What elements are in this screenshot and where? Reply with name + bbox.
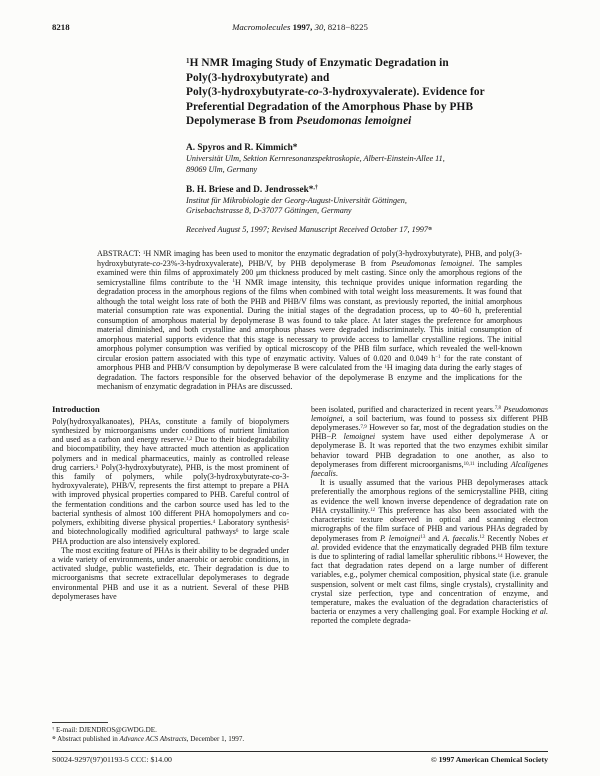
left-column	[52, 405, 289, 743]
footer-copyright: © 1997 American Chemical Society	[430, 755, 548, 764]
affiliation-2-line-1: Institut für Mikrobiologie der Georg-August-Universität Göttingen,	[186, 195, 407, 205]
page-footer	[52, 751, 548, 764]
affiliation-1-line-2: 89069 Ulm, Germany	[186, 164, 258, 174]
intro-paragraph-1: Poly(hydroxyalkanoates), PHAs, constitute a family of biopolymers synthesized by microorganisms under conditions of nutrient limitation and used as a carbon and energy reserve.$^{1,2}$ Due to their biodegradability and biocompatibility, they have attracted much attention as application polymers and in medical pharmaceutics, mainly as controlled release drug carriers.$^3$ Poly(3-hydroxybutyrate), PHB, is the most prominent of this family of polymers, while poly(3-hydroxybutyrate-co-3-hydroxyvalerate), PHB/V, represents the first attempt to prepare a PHA with improved physical properties compared to PHB. Careful control of the fermentation conditions and the carbon source used has led to the bacterial synthesis of almost 100 different PHA homopolymers and co-polymers, exhibiting diverse physical properties.$^4$ Laboratory synthesis$^5$ and biotechnologically modified agricultural pathways$^6$ to large scale PHA production are also intensively explored.	[52, 416, 290, 546]
authors-line-2: B. H. Briese and D. Jendrossek*,†	[186, 184, 318, 195]
intro-paragraph-2: The most exciting feature of PHAs is their ability to be degraded under a wide variety of environments, under anaerobic or aerobic conditions, in activated sludge, public wastefields, etc. Their degradation is due to microorganisms that secrete extracellular depolymerases to degrade environmental PHB and use it as a nutrient. Several of these PHB depolymerases have	[52, 545, 289, 601]
title-line: Poly(3-hydroxybutyrate-co-3-hydroxyvalerate). Evidence for	[186, 86, 485, 99]
intro-paragraph-3: been isolated, purified and characterized in recent years.$^{7,8}$ Pseudomonas lemoignei, a soil bacterium, was found to possess six different PHB depolymerases.$^{7,9}$ However so far, most of the degradation studies on the PHB−P. lemoignei system have used either depolymerase A or depolymerase B. It was reported that the two enzymes exhibit similar behavior toward PHB degradation to one another, as also to depolymerases from different microorganisms,$^{10,11}$ including Alcaligenes faecalis.	[311, 404, 548, 479]
received-dates: Received August 5, 1997; Revised Manuscript Received October 17, 1997⊗	[186, 225, 433, 235]
title-line: Poly(3-hydroxybutyrate) and	[186, 71, 330, 84]
page-number: 8218	[52, 22, 70, 32]
intro-paragraph-4: It is usually assumed that the various PHB depolymerases attack preferentially the amorphous regions of the semicrystalline PHB, citing as evidence the well known inverse dependence of degradation rate on PHA crystallinity.$^{12}$ This preference has also been associated with the characteristic texture observed in optical and scanning electron micrographs of the film surface of PHB and various PHAs degraded by depolymerases from P. lemoignei$^{13}$ and A. faecalis.$^{12}$ Recently Nobes et al. provided evidence that the enzymatically degraded PHB film texture is due to splintering of radial lamellar spherulitic ribbons.$^{14}$ However, the fact that degradation rates depend on a large number of different variables, e.g., polymer chemical composition, physical state (i.e. granule suspension, solvent or melt cast films, single crystals), crystallinity and crystal size perfection, type and concentration of enzyme, and temperature, makes the evaluation of the degradation characteristics of bacteria or enzymes a very challenging goal. For example Hocking et al. reported the complete degrada-	[311, 478, 548, 626]
page-header	[52, 22, 548, 34]
article-title	[186, 56, 548, 129]
right-column	[311, 405, 548, 743]
authors-line-1: A. Spyros and R. Kimmich*	[186, 142, 298, 153]
title-line: $^1$H NMR Imaging Study of Enzymatic Degradation in	[186, 56, 449, 69]
affiliation-2-line-2: Grisebachstrasse 8, D-37077 Göttingen, Germany	[186, 206, 352, 216]
body-columns	[52, 405, 548, 743]
footer-manuscript-id: S0024-9297(97)01193-5 CCC: $14.00	[52, 755, 172, 764]
author-block	[186, 129, 548, 234]
footnote-divider	[52, 722, 108, 723]
journal-citation: Macromolecules 1997, 30, 8218−8225	[232, 22, 368, 32]
footnote-abstract-published: ⊗ Abstract published in Advance ACS Abstracts, December 1, 1997.	[52, 734, 245, 743]
title-line: Depolymerase B from Pseudomonas lemoignei	[186, 115, 412, 128]
footnote-block	[52, 716, 289, 743]
title-line: Preferential Degradation of the Amorphous Phase by PHB	[186, 100, 474, 113]
affiliation-1-line-1: Universität Ulm, Sektion Kernresonanzspektroskopie, Albert-Einstein-Allee 11,	[186, 153, 445, 163]
abstract-paragraph: ABSTRACT: $^1$H NMR imaging has been used to monitor the enzymatic degradation of poly(3-hydroxybutyrate), PHB, and poly(3-hydroxybutyrate-co-23%-3-hydroxyvalerate), PHB/V, by PHB depolymerase B from Pseudomonas lemoignei. The samples examined were thin films of approximately 200 μm thickness produced by melt casting. Since only the amorphous regions of the semicrystalline films contribute to the $^1$H NMR image intensity, this technique provides unique information regarding the degradation process in the amorphous regions of the films when combined with total weight loss measurements. It was found that although the total weight loss rate of both the PHB and PHB/V films was constant, as previously reported, the initial amorphous material consumption rate was exponential. During the initial stages of the degradation process, up to 40−60 h, preferential consumption of amorphous material by depolymerase B was found to take place. At later stages the preference for amorphous material diminished, and both crystalline and amorphous phases were degraded indiscriminately. This initial consumption of amorphous material supports evidence that this stage is necessary to provide access to lamellar crystalline regions. The initial amorphous polymer consumption was verified by optical microscopy of the PHB film surface, which revealed the well-known circular erosion pattern associated with this type of enzymatic activity. Values of 0.020 and 0.049 $h^{-1}$ for the rate constant of amorphous PHB and PHB/V consumption by depolymerase B were calculated from the $^1$H imaging data during the early stages of degradation. The factors responsible for the observed behavior of the depolymerase B enzyme and the implications for the mechanism of enzymatic degradation in PHAs are discussed.	[97, 249, 523, 392]
section-heading-introduction: Introduction	[52, 404, 100, 414]
footnote-email: † E-mail: DJENDROS@GWDG.DE.	[52, 726, 157, 734]
